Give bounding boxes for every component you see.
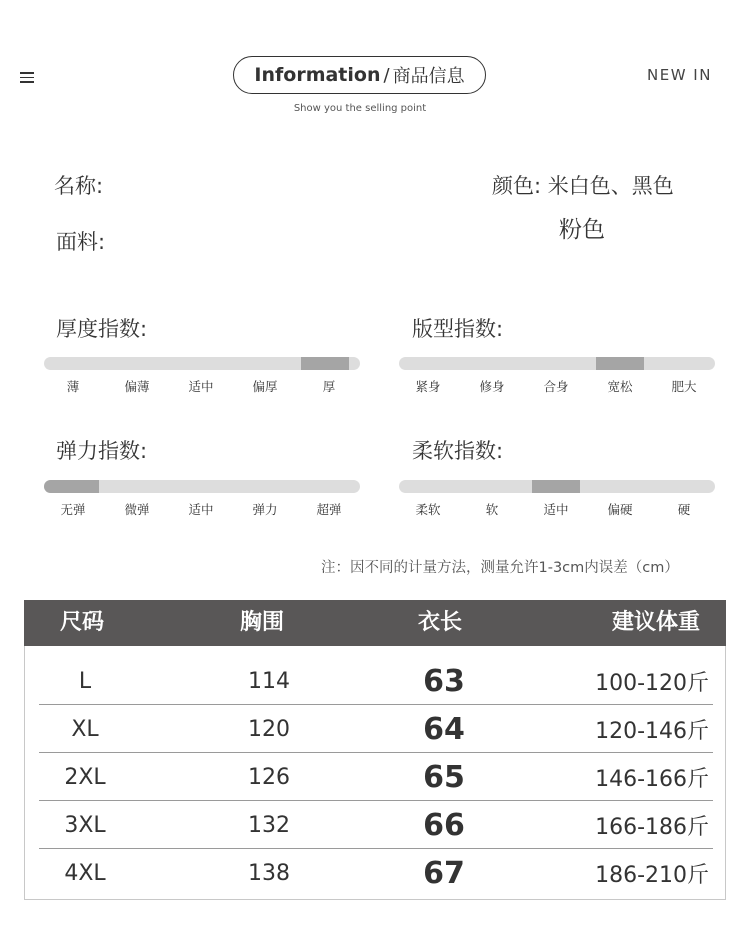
chest-cell: 132 (248, 812, 290, 838)
chest-cell: 138 (248, 860, 290, 886)
header-size: 尺码 (60, 610, 105, 635)
softness-index-ticks (0, 500, 750, 516)
fit-tick: 宽松 (607, 379, 633, 394)
size-cell: 2XL (64, 764, 106, 790)
length-cell: 65 (423, 759, 465, 795)
section-title-badge (233, 56, 486, 94)
table-row (39, 753, 713, 801)
fit-index-ticks (0, 377, 750, 393)
size-cell: L (78, 668, 92, 694)
section-title-cn: 商品信息 (392, 66, 465, 87)
softness-tick: 硬 (677, 502, 691, 517)
softness-index-title: 柔软指数: (412, 439, 504, 463)
fit-tick: 修身 (479, 379, 505, 394)
hamburger-menu-icon[interactable] (20, 72, 34, 83)
elasticity-index-bar (44, 480, 360, 493)
fit-tick: 肥大 (671, 379, 697, 394)
product-color-label: 颜色: 米白色、黑色 (492, 174, 674, 198)
fit-index-bar (399, 357, 715, 370)
new-in-link[interactable]: NEW IN (647, 66, 712, 84)
chest-cell: 126 (248, 764, 290, 790)
thickness-index-title: 厚度指数: (56, 317, 148, 341)
softness-tick: 适中 (543, 502, 569, 517)
section-title-separator: / (383, 64, 390, 86)
table-row (39, 657, 713, 705)
thickness-tick: 薄 (66, 379, 80, 394)
product-name-label: 名称: (54, 174, 104, 198)
softness-index-bar (399, 480, 715, 493)
thickness-tick: 适中 (188, 379, 214, 394)
size-cell: 3XL (64, 812, 106, 838)
chest-cell: 120 (248, 716, 290, 742)
table-row (39, 849, 713, 897)
thickness-tick: 偏薄 (124, 379, 150, 394)
elasticity-tick: 弹力 (252, 502, 278, 517)
section-subtitle: Show you the selling point (293, 103, 427, 114)
size-table (24, 600, 726, 900)
size-table-header (24, 600, 726, 646)
fit-tick: 合身 (543, 379, 569, 394)
weight-cell: 186-210斤 (595, 862, 709, 888)
table-row (39, 705, 713, 753)
elasticity-tick: 无弹 (60, 502, 86, 517)
fit-tick: 紧身 (415, 379, 441, 394)
softness-tick: 偏硬 (607, 502, 633, 517)
product-color-extra: 粉色 (559, 217, 605, 243)
weight-cell: 100-120斤 (595, 670, 709, 696)
elasticity-tick: 超弹 (316, 502, 342, 517)
weight-cell: 166-186斤 (595, 814, 709, 840)
weight-cell: 146-166斤 (595, 766, 709, 792)
header-weight: 建议体重 (611, 610, 700, 635)
section-title-en: Information (254, 64, 381, 86)
length-cell: 67 (423, 855, 465, 891)
elasticity-tick: 适中 (188, 502, 214, 517)
header-chest: 胸围 (240, 610, 285, 635)
thickness-tick: 偏厚 (252, 379, 278, 394)
thickness-index-marker (301, 357, 349, 370)
softness-tick: 软 (485, 502, 499, 517)
elasticity-index-marker (44, 480, 99, 493)
elasticity-tick: 微弹 (124, 502, 150, 517)
header-length: 衣长 (418, 610, 463, 635)
softness-index-marker (532, 480, 580, 493)
length-cell: 64 (423, 711, 465, 747)
fit-index-marker (596, 357, 644, 370)
table-row (39, 801, 713, 849)
thickness-index-bar (44, 357, 360, 370)
elasticity-index-title: 弹力指数: (56, 439, 148, 463)
measurement-note: 注：因不同的计量方法，测量允许1-3cm内误差（cm） (321, 560, 679, 576)
thickness-tick: 厚 (322, 379, 336, 394)
weight-cell: 120-146斤 (595, 718, 709, 744)
length-cell: 66 (423, 807, 465, 843)
softness-tick: 柔软 (415, 502, 441, 517)
chest-cell: 114 (248, 668, 290, 694)
size-cell: 4XL (64, 860, 106, 886)
length-cell: 63 (423, 663, 465, 699)
fit-index-title: 版型指数: (412, 317, 504, 341)
size-cell: XL (71, 716, 99, 742)
product-fabric-label: 面料: (56, 230, 106, 254)
